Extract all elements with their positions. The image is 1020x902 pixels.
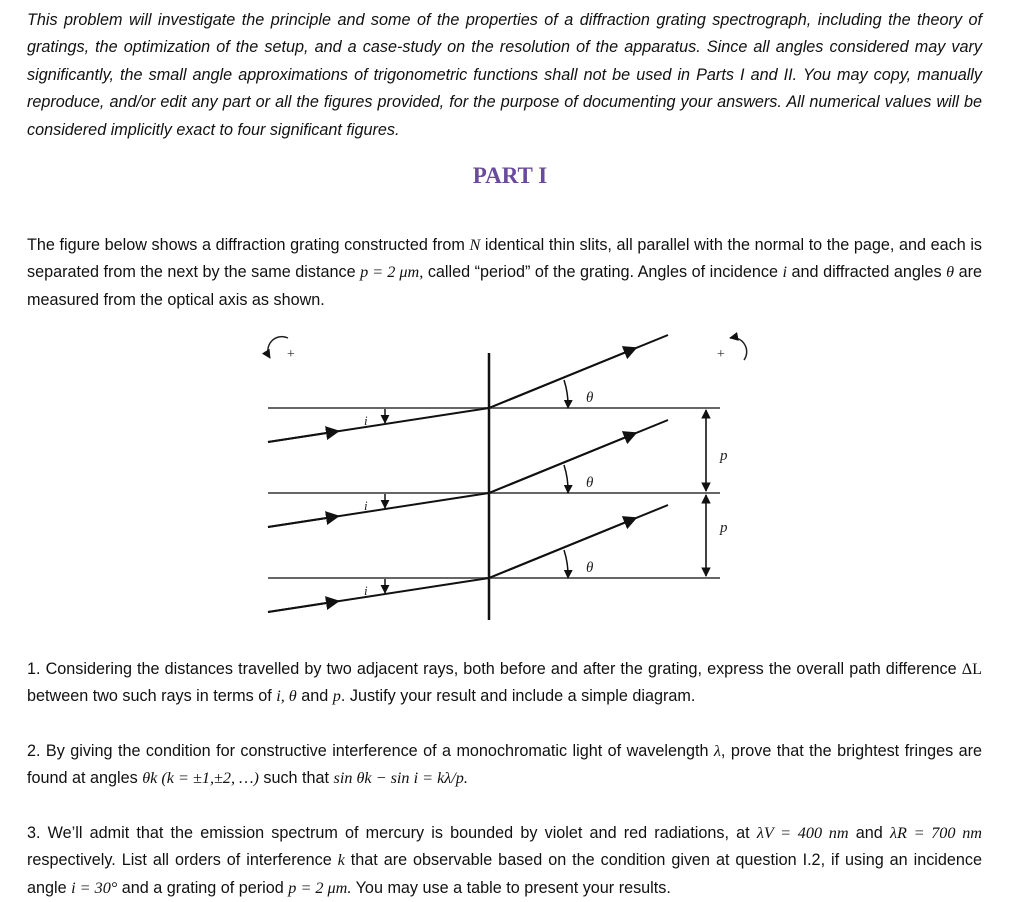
ray-3 [268, 505, 668, 612]
svg-text:i: i [364, 583, 368, 598]
plus-sign-right: + [716, 347, 726, 362]
svg-text:p: p [720, 520, 728, 536]
plus-sign-left: + [286, 347, 296, 362]
diffraction-angle-1 [564, 380, 594, 408]
question-1: 1. Considering the distances travelled by two adjacent rays, both before and after the grating, express the overall path difference ΔL between two such rays in terms of i, θ and p. Justify your result and include a simple diagram. [27, 660, 982, 706]
ray-2 [268, 420, 668, 527]
period-dimension-1 [706, 410, 728, 491]
svg-text:θ: θ [586, 475, 594, 491]
svg-text:θ: θ [586, 390, 594, 406]
question-3: 3. We’ll admit that the emission spectrum of mercury is bounded by violet and red radiations, at λV = 400 nm and λR = 700 nm respectively. List all orders of interference k that are observable based on the condition given at question I.2, if using an incidence angle i = 30° and a grating of period p = 2 μm. You may use a table to present your results. [27, 824, 983, 897]
svg-text:i: i [364, 413, 368, 428]
positive-rotation-left-icon [268, 337, 296, 362]
question-2: 2. By giving the condition for constructive interference of a monochromatic light of wavelength λ, prove that the brightest fringes are found at angles θk (k = ±1,±2, …) such that sin θk − sin i = kλ/p. [27, 742, 982, 788]
period-dimension-2 [706, 495, 728, 576]
ray-1 [268, 335, 668, 442]
svg-text:θ: θ [586, 560, 594, 576]
positive-rotation-right-icon [716, 338, 747, 362]
figure-intro-paragraph: The figure below shows a diffraction grating constructed from N identical thin slits, all parallel with the normal to the page, and each is separated from the next by the same distance p = 2 μm, called “period” of the grating. Angles of incidence i and diffracted angles θ are measured from the optical axis as shown. [27, 236, 983, 309]
diffraction-angle-3 [564, 550, 594, 578]
part-title: PART I [472, 163, 548, 188]
grating-diagram [258, 320, 768, 650]
svg-text:p: p [720, 448, 728, 464]
intro-paragraph: This problem will investigate the principle and some of the properties of a diffraction grating spectrograph, including the theory of gratings, the optimization of the setup, and a case-study on the resolution of the apparatus. Since all angles considered may vary significantly, the small angle approximations of trigonometric functions shall not be used in Parts I and II. You may copy, manually reproduce, and/or edit any part or all the figures provided, for the purpose of documenting your answers. All numerical values will be considered implicitly exact to four significant figures. [27, 11, 982, 139]
diffraction-angle-2 [564, 465, 594, 493]
svg-text:i: i [364, 498, 368, 513]
